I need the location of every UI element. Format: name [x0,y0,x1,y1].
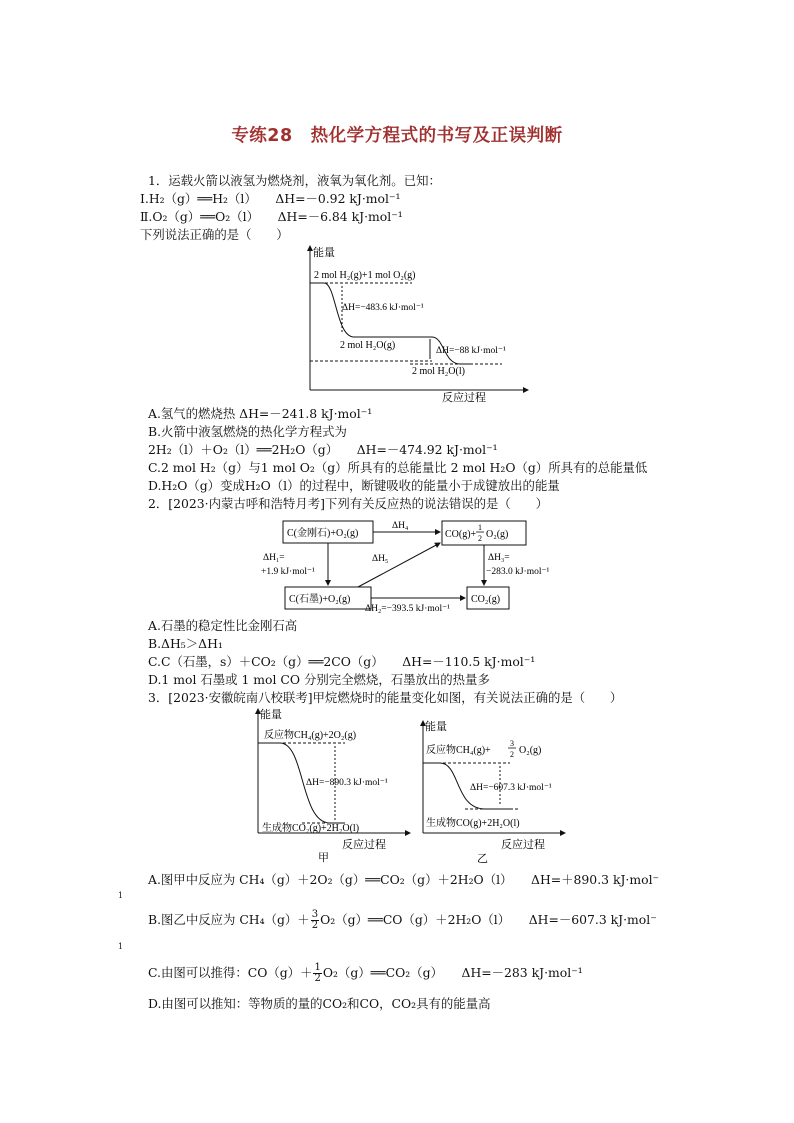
q3-option-c: C.由图可以推得：CO（g）＋ $\frac{1}{2}$ O₂（g）══CO₂（g） ΔH=－283 kJ·mol⁻¹ [148,962,583,984]
q1-fig-bot: 2 mol H₂O(l) [412,366,465,377]
q1-option-d: D.H₂O（g）变成H₂O（l）的过程中，断键吸收的能量小于成键放出的能量 [148,478,560,493]
q2-dh1-value: +1.9 kJ·mol⁻¹ [261,567,315,577]
q1-eq2: Ⅱ.O₂（g）══O₂（l） ΔH=－6.84 kJ·mol⁻¹ [140,209,403,224]
q3b-bot: 生成物CO(g)+2H₂O(l) [426,818,520,829]
q3a-top: 反应物CH₄(g)+2O₂(g) [264,730,357,741]
q2-stem: 2．[2023·内蒙古呼和浩特月考]下列有关反应热的说法错误的是（ ） [148,496,548,511]
q1-fig-ylabel: 能量 [313,247,335,259]
q1-option-c: C.2 mol H₂（g）与1 mol O₂（g）所具有的总能量比 2 mol H₂O（g）所具有的总能量低 [148,460,648,475]
q3b-ylabel: 能量 [425,721,447,733]
q2-box-co-o2: O₂(g) [486,529,509,540]
q3-option-d: D.由图可以推知：等物质的量的CO₂和CO，CO₂具有的能量高 [148,996,491,1011]
q3-stem: 3．[2023·安徽皖南八校联考]甲烷燃烧时的能量变化如图，有关说法正确的是（ ） [148,690,623,705]
q3a-dh: ΔH=−890.3 kJ·mol⁻¹ [306,778,388,788]
q3-energy-diagram-a [250,705,420,865]
q2-box-graphite: C(石墨)+O₂(g) [289,594,351,605]
svg-text:3: 3 [510,739,514,748]
q1-ask: 下列说法正确的是（ ） [140,227,289,242]
q2-option-c: C.C（石墨，s）＋CO₂（g）══2CO（g） ΔH=－110.5 kJ·mol⁻¹ [148,654,536,669]
q2-option-b: B.ΔH₅＞ΔH₁ [148,636,223,651]
q1-fig-top: 2 mol H₂(g)+1 mol O₂(g) [314,270,416,281]
svg-text:2: 2 [478,534,482,543]
q1-option-b-eq: 2H₂（l）＋O₂（l）══2H₂O（g） ΔH=－474.92 kJ·mol⁻¹ [148,442,498,457]
q3b-top: 反应物CH₄(g)+ [426,745,491,756]
q3-option-a-wrap: 1 [118,891,124,900]
q1-option-a: A.氢气的燃烧热 ΔH=－241.8 kJ·mol⁻¹ [148,406,373,421]
q2-dh1-label: ΔH₁= [263,553,285,563]
q3a-ylabel: 能量 [260,709,282,721]
svg-text:1: 1 [478,523,482,532]
q3-option-b: B.图乙中反应为 CH₄（g）＋ $\frac{3}{2}$ O₂（g）══CO（g）＋2H₂O（l） ΔH=－607.3 kJ·mol⁻ [148,909,657,931]
q3a-bot: 生成物CO₂(g)+2H₂O(l) [262,823,360,834]
svg-text:2: 2 [510,750,514,759]
q3b-caption: 乙 [477,853,488,865]
q2-option-d: D.1 mol 石墨或 1 mol CO 分别完全燃烧，石墨放出的热量多 [148,672,490,687]
q2-cycle-diagram [258,515,568,615]
q2-box-diamond: C(金刚石)+O₂(g) [287,528,359,539]
q1-stem: 1．运载火箭以液氢为燃烧剂，液氧为氧化剂。已知： [148,173,441,188]
q1-fig-xlabel: 反应过程 [442,392,486,404]
q1-option-b: B.火箭中液氢燃烧的热化学方程式为 [148,424,347,439]
q1-fig-dh1: ΔH=−483.6 kJ·mol⁻¹ [342,303,424,313]
q3-option-a: A.图甲中反应为 CH₄（g）＋2O₂（g）══CO₂（g）＋2H₂O（l） ΔH=＋890.3 kJ·mol⁻ [148,872,660,887]
q1-fig-mid: 2 mol H₂O(g) [340,340,396,351]
q2-dh4: ΔH₄ [392,521,409,531]
q3b-xlabel: 反应过程 [501,839,545,851]
q2-dh5: ΔH₅ [372,554,389,564]
q3b-dh: ΔH=−607.3 kJ·mol⁻¹ [470,783,552,793]
q1-energy-diagram [292,240,542,405]
q2-dh2: ΔH₂=−393.5 kJ·mol⁻¹ [365,604,450,614]
q2-box-co: CO(g)+ [445,529,477,540]
q3-option-b-wrap: 1 [118,942,124,951]
q2-option-a: A.石墨的稳定性比金刚石高 [148,618,298,633]
page-title: 专练28 热化学方程式的书写及正误判断 [231,126,563,146]
q3a-caption: 甲 [318,852,329,864]
q1-eq1: Ⅰ.H₂（g）══H₂（l） ΔH=－0.92 kJ·mol⁻¹ [140,191,401,206]
q3b-top-o2: O₂(g) [519,745,542,756]
q2-dh3-label: ΔH₃= [488,553,510,563]
q1-fig-dh2: ΔH=−88 kJ·mol⁻¹ [436,346,506,356]
q3-energy-diagram-b [415,717,575,865]
q3a-xlabel: 反应过程 [342,839,386,851]
q2-dh3-value: −283.0 kJ·mol⁻¹ [486,567,550,577]
q2-box-co2: CO₂(g) [471,594,501,605]
